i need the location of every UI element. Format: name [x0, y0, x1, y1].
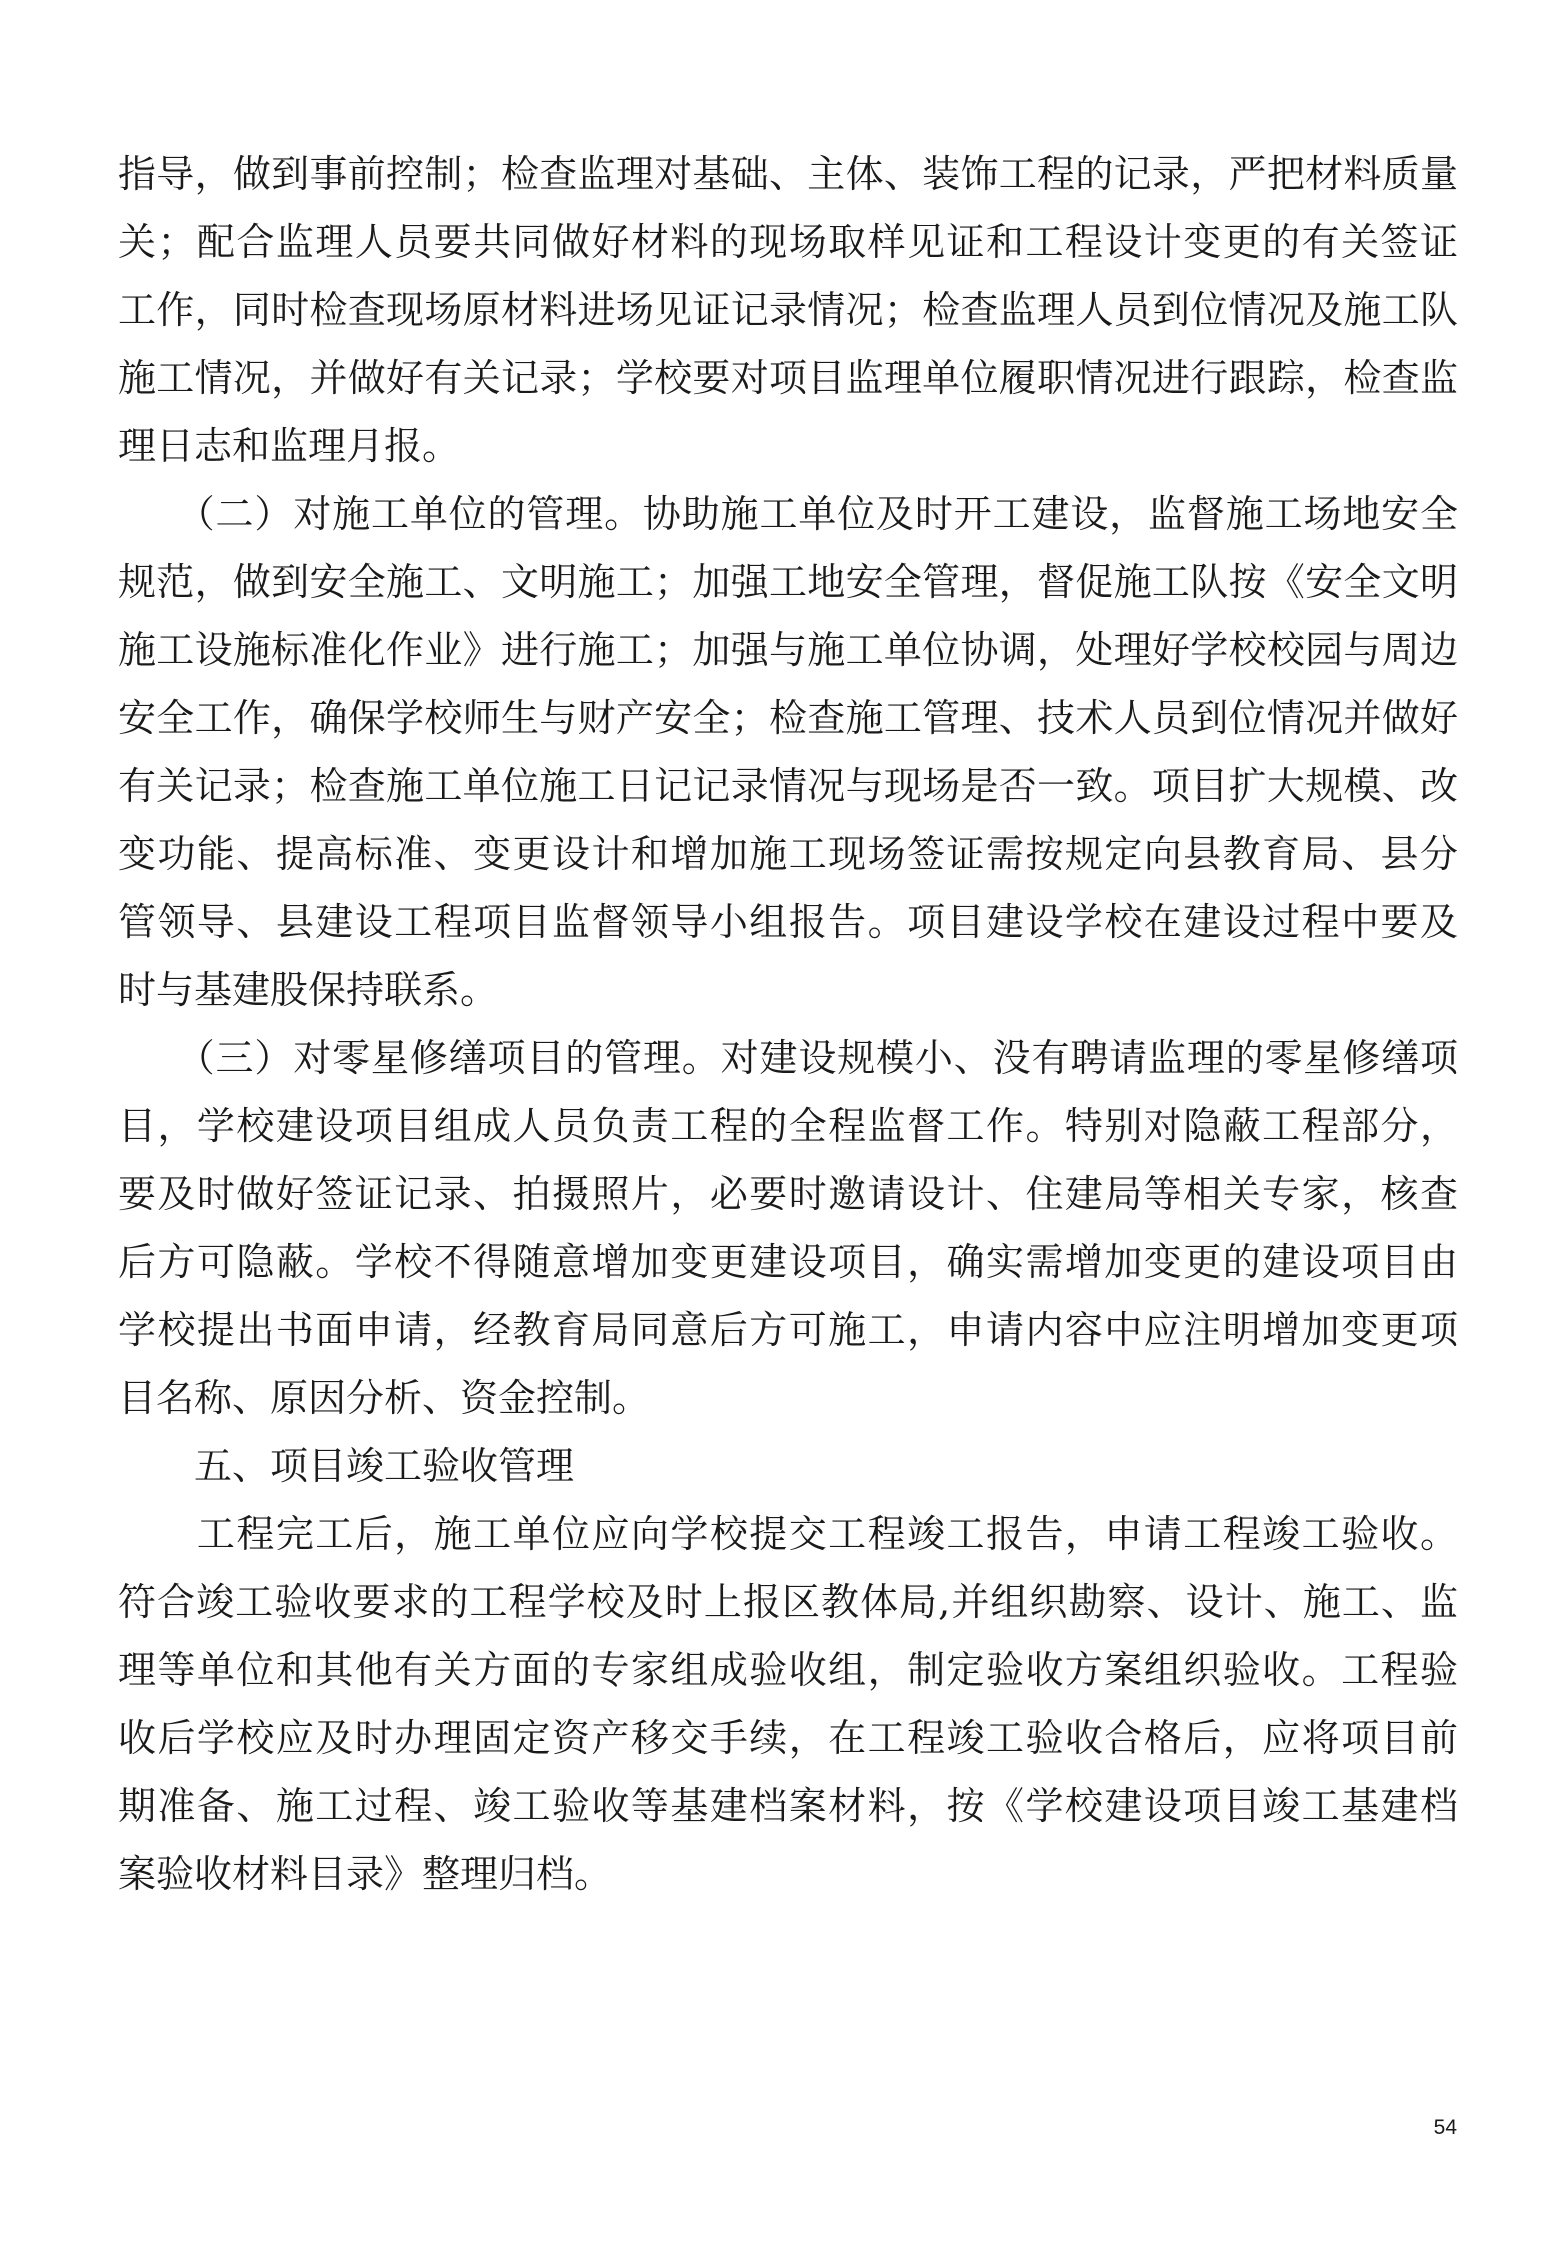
text-line: 工作，同时检查现场原材料进场见证记录情况；检查监理人员到位情况及施工队: [118, 288, 1458, 332]
text-line: 施工情况，并做好有关记录；学校要对项目监理单位履职情况进行跟踪，检查监: [118, 356, 1458, 400]
text-line: 规范，做到安全施工、文明施工；加强工地安全管理，督促施工队按《安全文明: [118, 560, 1458, 604]
text-line: 案验收材料目录》整理归档。: [118, 1852, 613, 1896]
text-line: 变功能、提高标准、变更设计和增加施工现场签证需按规定向县教育局、县分: [118, 832, 1458, 876]
text-line: （二）对施工单位的管理。协助施工单位及时开工建设，监督施工场地安全: [118, 492, 1458, 536]
text-line: 施工设施标准化作业》进行施工；加强与施工单位协调，处理好学校校园与周边: [118, 628, 1458, 672]
text-line: 有关记录；检查施工单位施工日记记录情况与现场是否一致。项目扩大规模、改: [118, 764, 1458, 808]
text-line: 收后学校应及时办理固定资产移交手续，在工程竣工验收合格后，应将项目前: [118, 1716, 1458, 1760]
text-line: 工程完工后，施工单位应向学校提交工程竣工报告，申请工程竣工验收。: [118, 1512, 1458, 1556]
text-line: 时与基建股保持联系。: [118, 968, 499, 1012]
page-number: 54: [1433, 2116, 1457, 2139]
text-line: 目名称、原因分析、资金控制。: [118, 1376, 651, 1420]
text-line: （三）对零星修缮项目的管理。对建设规模小、没有聘请监理的零星修缮项: [118, 1036, 1458, 1080]
section-heading: 五、项目竣工验收管理: [118, 1444, 575, 1488]
text-line: 指导，做到事前控制；检查监理对基础、主体、装饰工程的记录，严把材料质量: [118, 152, 1458, 196]
text-line: 理等单位和其他有关方面的专家组成验收组，制定验收方案组织验收。工程验: [118, 1648, 1458, 1692]
text-line: 管领导、县建设工程项目监督领导小组报告。项目建设学校在建设过程中要及: [118, 900, 1458, 944]
text-line: 符合竣工验收要求的工程学校及时上报区教体局,并组织勘察、设计、施工、监: [118, 1580, 1458, 1624]
body-text: [118, 140, 1458, 1908]
text-line: 关；配合监理人员要共同做好材料的现场取样见证和工程设计变更的有关签证: [118, 220, 1458, 264]
text-line: 安全工作，确保学校师生与财产安全；检查施工管理、技术人员到位情况并做好: [118, 696, 1458, 740]
text-line: 期准备、施工过程、竣工验收等基建档案材料，按《学校建设项目竣工基建档: [118, 1784, 1458, 1828]
text-line: 后方可隐蔽。学校不得随意增加变更建设项目，确实需增加变更的建设项目由: [118, 1240, 1458, 1284]
text-line: 目，学校建设项目组成人员负责工程的全程监督工作。特别对隐蔽工程部分，: [118, 1104, 1458, 1148]
text-line: 理日志和监理月报。: [118, 424, 461, 468]
text-line: 要及时做好签证记录、拍摄照片，必要时邀请设计、住建局等相关专家，核查: [118, 1172, 1458, 1216]
text-line: 学校提出书面申请，经教育局同意后方可施工，申请内容中应注明增加变更项: [118, 1308, 1458, 1352]
